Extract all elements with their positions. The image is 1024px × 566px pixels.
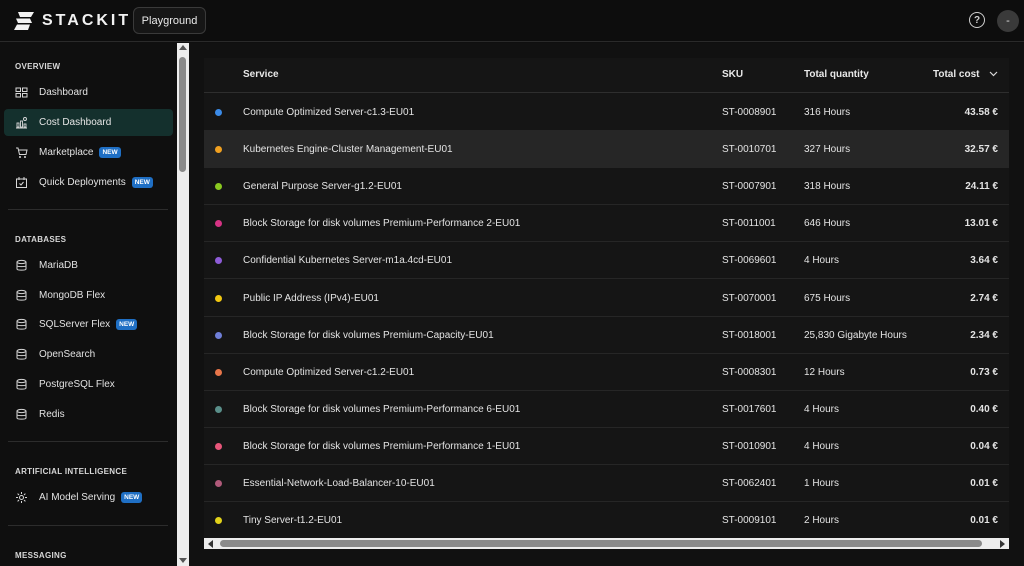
cell-total-cost: 0.04 € (970, 440, 998, 452)
sidebar-item-label: AI Model Serving (39, 492, 116, 503)
sidebar-divider (8, 525, 168, 526)
new-badge: NEW (132, 177, 153, 188)
sidebar-item-label: MongoDB Flex (39, 290, 106, 301)
cell-service: Compute Optimized Server-c1.2-EU01 (243, 366, 415, 378)
sidebar-item-label: Redis (39, 409, 65, 420)
series-color-dot (215, 369, 222, 376)
cell-sku: ST-0017601 (722, 403, 777, 415)
series-color-dot (215, 295, 222, 302)
table-row[interactable] (204, 428, 1009, 465)
table-row[interactable] (204, 205, 1009, 242)
table-row[interactable] (204, 317, 1009, 354)
cell-total-cost: 2.34 € (970, 329, 998, 341)
help-circle-icon[interactable]: ? (969, 12, 985, 28)
table-row[interactable] (204, 391, 1009, 428)
cell-total-cost: 13.01 € (964, 218, 998, 230)
series-color-dot (215, 332, 222, 339)
table-header (204, 58, 1009, 93)
cell-sku: ST-0011001 (722, 218, 776, 230)
horizontal-scrollbar-thumb[interactable] (220, 540, 982, 547)
cell-total-cost: 2.74 € (970, 292, 998, 304)
sidebar-item-label: MariaDB (39, 260, 78, 271)
series-color-dot (215, 517, 222, 524)
cell-total-cost: 0.73 € (970, 366, 998, 378)
cell-quantity: 4 Hours (804, 403, 840, 415)
new-badge: NEW (99, 147, 120, 158)
scroll-down-arrow-icon[interactable] (179, 558, 187, 563)
column-header-service[interactable]: Service (243, 69, 279, 80)
cell-sku: ST-0010901 (722, 440, 777, 452)
stackit-logo-icon (14, 12, 34, 30)
table-row[interactable] (204, 131, 1009, 168)
sidebar-section-overview: OVERVIEW (15, 62, 61, 71)
cell-quantity: 4 Hours (804, 440, 840, 452)
deploy-icon (15, 176, 28, 189)
sidebar-item-ai-model-serving[interactable] (4, 484, 173, 511)
project-selector-button[interactable]: Playground (133, 7, 206, 34)
cell-total-cost: 32.57 € (964, 144, 998, 156)
cell-total-cost: 0.01 € (970, 478, 998, 489)
sidebar-item-label: SQLServer Flex (39, 319, 111, 330)
database-icon (15, 348, 28, 361)
horizontal-scrollbar[interactable] (204, 538, 1009, 549)
cell-sku: ST-0010701 (722, 144, 777, 156)
sidebar-scrollbar[interactable] (177, 43, 189, 566)
ai-gear-icon (15, 491, 28, 504)
cell-sku: ST-0009101 (722, 515, 777, 527)
sidebar-item-marketplace[interactable] (4, 139, 173, 166)
sidebar-item-postgresql-flex[interactable] (4, 371, 173, 398)
series-color-dot (215, 183, 222, 190)
cell-service: Block Storage for disk volumes Premium-Performance 6-EU01 (243, 403, 521, 415)
cell-service: Essential-Network-Load-Balancer-10-EU01 (243, 478, 435, 489)
cell-service: General Purpose Server-g1.2-EU01 (243, 181, 402, 193)
sidebar-item-redis[interactable] (4, 401, 173, 428)
cell-total-cost: 0.40 € (970, 403, 998, 415)
sidebar-section-ai: ARTIFICIAL INTELLIGENCE (15, 467, 128, 476)
cell-quantity: 646 Hours (804, 218, 851, 230)
cell-quantity: 4 Hours (804, 255, 840, 267)
cell-quantity: 12 Hours (804, 366, 845, 378)
cell-service: Tiny Server-t1.2-EU01 (243, 515, 343, 527)
table-row[interactable] (204, 354, 1009, 391)
series-color-dot (215, 257, 222, 264)
sidebar-item-label: Cost Dashboard (39, 117, 112, 128)
sidebar-item-sqlserver-flex[interactable] (4, 311, 173, 338)
sidebar-item-mongodb-flex[interactable] (4, 282, 173, 309)
sidebar-scrollbar-thumb[interactable] (179, 57, 186, 172)
cell-service: Block Storage for disk volumes Premium-Performance 2-EU01 (243, 218, 521, 230)
series-color-dot (215, 406, 222, 413)
cell-quantity: 318 Hours (804, 181, 851, 193)
sidebar-section-messaging: MESSAGING (15, 551, 67, 560)
sidebar-item-label: OpenSearch (39, 349, 96, 360)
table-row[interactable] (204, 242, 1009, 279)
cell-service: Public IP Address (IPv4)-EU01 (243, 292, 379, 304)
cell-sku: ST-0062401 (722, 478, 777, 489)
cell-quantity: 316 Hours (804, 107, 851, 118)
cost-chart-icon (15, 116, 28, 129)
column-header-quantity[interactable]: Total quantity (804, 69, 869, 80)
column-header-sku[interactable]: SKU (722, 69, 744, 80)
sidebar-section-databases: DATABASES (15, 235, 67, 244)
cell-service: Block Storage for disk volumes Premium-Capacity-EU01 (243, 329, 494, 341)
table-row[interactable] (204, 280, 1009, 317)
cell-service: Compute Optimized Server-c1.3-EU01 (243, 107, 415, 118)
dashboard-icon (15, 86, 28, 99)
scroll-right-arrow-icon[interactable] (1000, 540, 1005, 548)
cell-service: Confidential Kubernetes Server-m1a.4cd-EU01 (243, 255, 452, 267)
column-header-total-cost[interactable]: Total cost (933, 69, 980, 80)
cell-total-cost: 3.64 € (970, 255, 998, 267)
cell-service: Kubernetes Engine-Cluster Management-EU01 (243, 144, 453, 156)
avatar[interactable]: - (997, 10, 1019, 32)
cell-sku: ST-0008901 (722, 107, 777, 118)
scroll-left-arrow-icon[interactable] (208, 540, 213, 548)
cell-sku: ST-0018001 (722, 329, 777, 341)
series-color-dot (215, 220, 222, 227)
logo-text: STACKIT (42, 12, 132, 29)
series-color-dot (215, 146, 222, 153)
sidebar-divider (8, 441, 168, 442)
new-badge: NEW (116, 319, 137, 330)
sidebar-divider (8, 209, 168, 210)
table-row[interactable] (204, 465, 1009, 502)
database-icon (15, 378, 28, 391)
sidebar-item-label: Quick Deployments (39, 177, 126, 188)
sidebar-item-quick-deployments[interactable] (4, 169, 173, 196)
cell-sku: ST-0069601 (722, 255, 777, 267)
cell-quantity: 25,830 Gigabyte Hours (804, 329, 907, 341)
sidebar-item-mariadb[interactable] (4, 252, 173, 279)
sidebar-item-dashboard[interactable] (4, 79, 173, 106)
series-color-dot (215, 480, 222, 487)
database-icon (15, 318, 28, 331)
series-color-dot (215, 443, 222, 450)
sidebar (0, 43, 177, 566)
cell-quantity: 675 Hours (804, 292, 851, 304)
stackit-logo[interactable] (14, 11, 131, 31)
table-row[interactable] (204, 94, 1009, 131)
series-color-dot (215, 109, 222, 116)
cart-icon (15, 146, 28, 159)
cost-table (204, 58, 1009, 538)
sidebar-item-label: Dashboard (39, 87, 88, 98)
cell-service: Block Storage for disk volumes Premium-Performance 1-EU01 (243, 440, 521, 452)
cell-sku: ST-0070001 (722, 292, 777, 304)
database-icon (15, 408, 28, 421)
database-icon (15, 289, 28, 302)
database-icon (15, 259, 28, 272)
cell-quantity: 1 Hours (804, 478, 840, 489)
top-bar (0, 0, 1024, 42)
cell-total-cost: 43.58 € (964, 107, 998, 118)
cell-quantity: 2 Hours (804, 515, 840, 527)
cell-sku: ST-0007901 (722, 181, 777, 193)
sidebar-item-label: PostgreSQL Flex (39, 379, 115, 390)
sidebar-item-opensearch[interactable] (4, 341, 173, 368)
table-row[interactable] (204, 502, 1009, 539)
cell-quantity: 327 Hours (804, 144, 851, 156)
sidebar-item-cost-dashboard[interactable] (4, 109, 173, 136)
scroll-up-arrow-icon[interactable] (179, 45, 187, 50)
cell-total-cost: 0.01 € (970, 515, 998, 527)
main-content (189, 43, 1024, 566)
table-row[interactable] (204, 168, 1009, 205)
cell-sku: ST-0008301 (722, 366, 777, 378)
sidebar-item-label: Marketplace (39, 147, 94, 158)
cell-total-cost: 24.11 € (965, 181, 998, 193)
chevron-down-icon[interactable] (989, 71, 998, 77)
new-badge: NEW (121, 492, 142, 503)
